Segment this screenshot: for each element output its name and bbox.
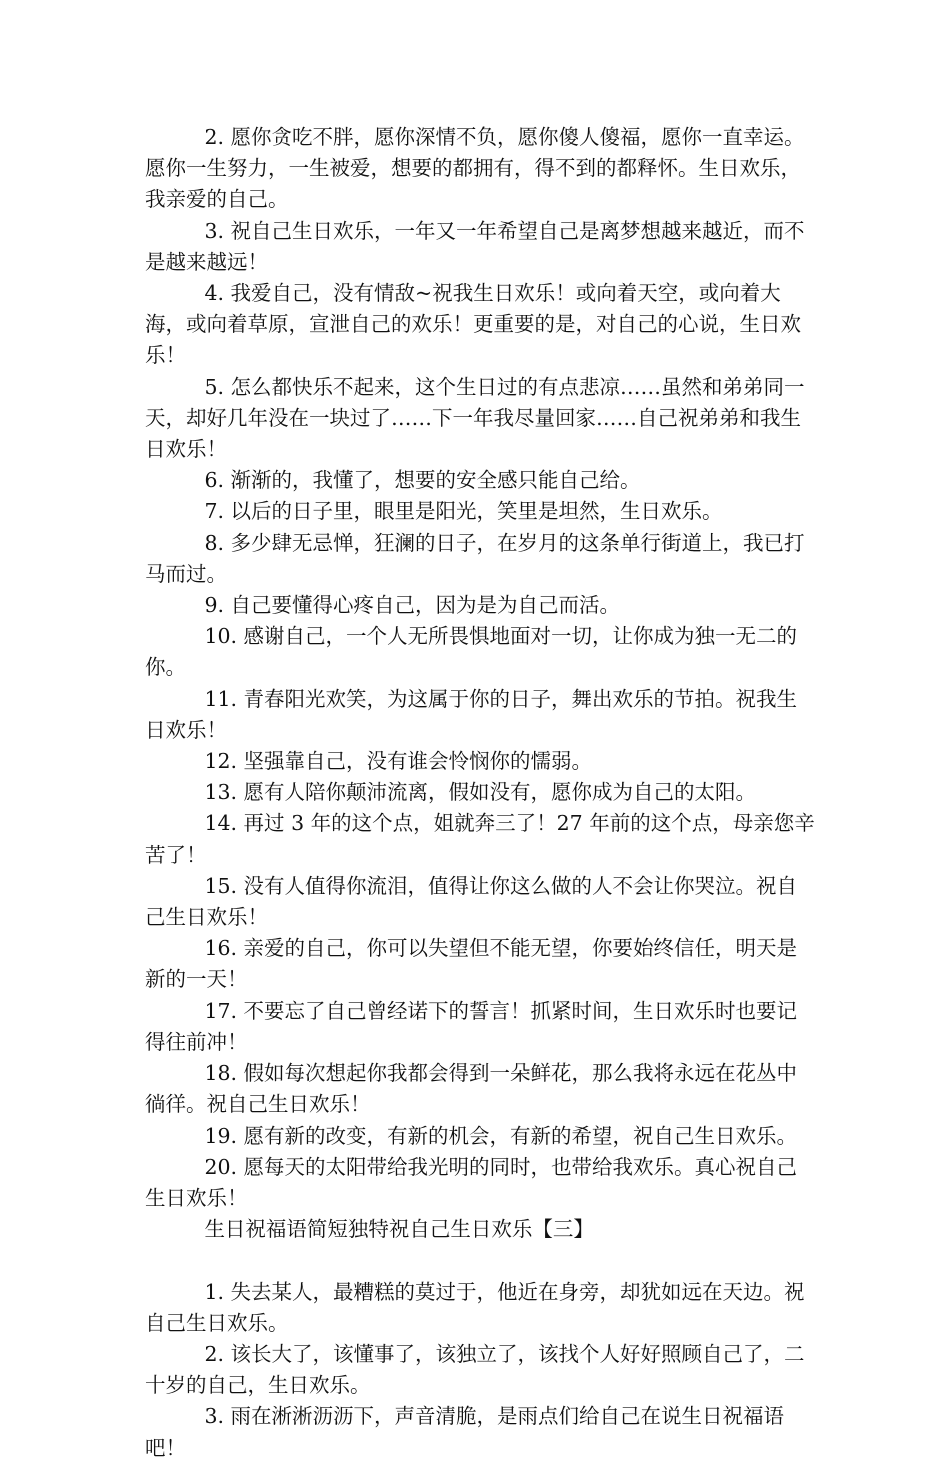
paragraph: 11. 青春阳光欢笑，为这属于你的日子，舞出欢乐的节拍。祝我生日欢乐！ xyxy=(145,686,798,742)
paragraph: 6. 渐渐的，我懂了，想要的安全感只能自己给。 xyxy=(204,468,641,493)
paragraph: 4. 我爱自己，没有情敌~祝我生日欢乐！或向着天空，或向着大海，或向着草原，宣泄自己的欢乐！更重要的是，对自己的心说，生日欢乐！ xyxy=(145,281,801,368)
paragraph: 2. 该长大了，该懂事了，该独立了，该找个人好好照顾自己了，二十岁的自己，生日欢乐。 xyxy=(145,1341,805,1398)
paragraph: 15. 没有人值得你流泪，值得让你这么做的人不会让你哭泣。祝自己生日欢乐！ xyxy=(145,873,798,930)
paragraph: 12. 坚强靠自己，没有谁会怜悯你的懦弱。 xyxy=(204,749,593,774)
paragraph: 16. 亲爱的自己，你可以失望但不能无望，你要始终信任，明天是新的一天！ xyxy=(145,936,798,992)
paragraph: 13. 愿有人陪你颠沛流离，假如没有，愿你成为自己的太阳。 xyxy=(204,780,757,805)
paragraph: 3. 雨在淅淅沥沥下，声音清脆，是雨点们给自己在说生日祝福语吧！ xyxy=(145,1404,785,1460)
paragraph: 14. 再过 3 年的这个点，姐就奔三了！27 年前的这个点，母亲您辛苦了！ xyxy=(145,811,815,867)
paragraph: 7. 以后的日子里，眼里是阳光，笑里是坦然，生日欢乐。 xyxy=(204,499,723,524)
paragraph: 8. 多少肆无忌惮，狂澜的日子，在岁月的这条单行街道上，我已打马而过。 xyxy=(145,530,805,586)
section-heading: 生日祝福语简短独特祝自己生日欢乐【三】 xyxy=(204,1217,594,1242)
paragraph: 9. 自己要懂得心疼自己，因为是为自己而活。 xyxy=(204,593,621,618)
paragraph: 18. 假如每次想起你我都会得到一朵鲜花，那么我将永远在花丛中徜徉。祝自己生日欢乐！ xyxy=(145,1061,798,1117)
document-page xyxy=(145,122,817,1464)
paragraph: 19. 愿有新的改变，有新的机会，有新的希望，祝自己生日欢乐。 xyxy=(204,1123,798,1148)
paragraph: 2. 愿你贪吃不胖，愿你深情不负，愿你傻人傻福，愿你一直幸运。愿你一生努力，一生被爱，想要的都拥有，得不到的都释怀。生日欢乐，我亲爱的自己。 xyxy=(145,125,805,212)
paragraph: 3. 祝自己生日欢乐，一年又一年希望自己是离梦想越来越近，而不是越来越远！ xyxy=(145,218,805,274)
paragraph: 17. 不要忘了自己曾经诺下的誓言！抓紧时间，生日欢乐时也要记得往前冲！ xyxy=(145,998,798,1054)
paragraph: 10. 感谢自己，一个人无所畏惧地面对一切，让你成为独一无二的你。 xyxy=(145,624,798,680)
paragraph: 1. 失去某人，最糟糕的莫过于，他近在身旁，却犹如远在天边。祝自己生日欢乐。 xyxy=(145,1279,805,1335)
paragraph: 20. 愿每天的太阳带给我光明的同时，也带给我欢乐。真心祝自己生日欢乐！ xyxy=(145,1154,798,1210)
blank-line xyxy=(145,1245,817,1276)
paragraph: 5. 怎么都快乐不起来，这个生日过的有点悲凉……虽然和弟弟同一天，却好几年没在一块过了……下一年我尽量回家……自己祝弟弟和我生日欢乐！ xyxy=(145,374,805,462)
